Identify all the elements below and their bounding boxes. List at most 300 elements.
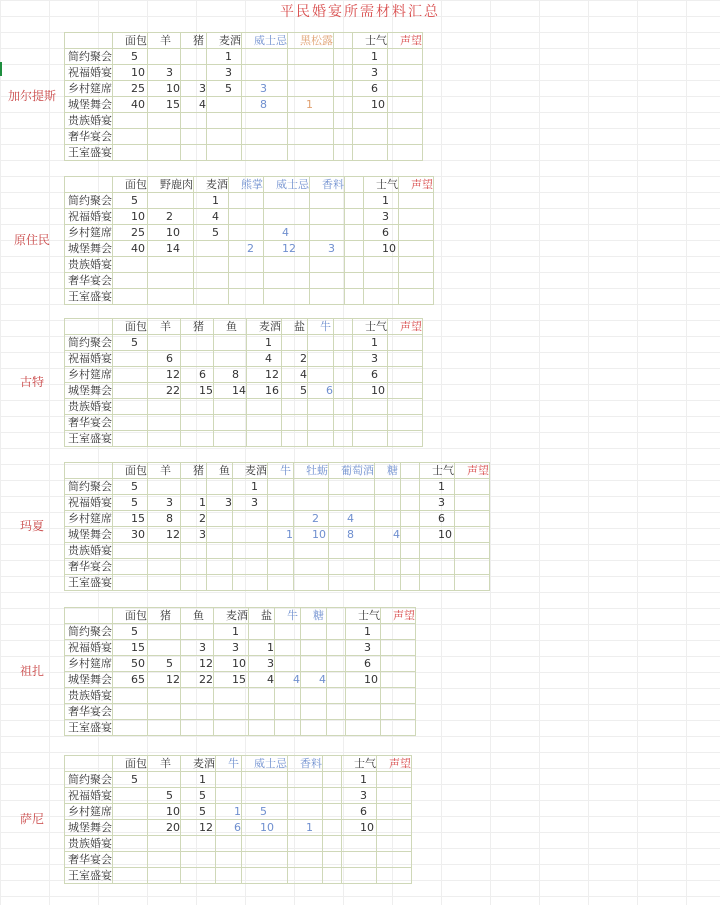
row-label[interactable]: 乡村筵席 xyxy=(65,511,113,527)
data-cell[interactable]: 1 xyxy=(247,335,282,351)
data-cell[interactable] xyxy=(113,543,148,559)
data-cell[interactable] xyxy=(242,113,288,129)
row-label[interactable]: 祝福婚宴 xyxy=(65,65,113,81)
data-cell[interactable] xyxy=(113,415,148,431)
data-cell[interactable] xyxy=(148,836,181,852)
data-cell[interactable]: 8 xyxy=(242,97,288,113)
data-cell[interactable] xyxy=(294,559,329,575)
data-cell[interactable]: 3 xyxy=(181,640,214,656)
data-cell[interactable] xyxy=(334,97,353,113)
data-cell[interactable] xyxy=(207,129,242,145)
data-cell[interactable] xyxy=(181,129,207,145)
data-cell[interactable] xyxy=(275,688,301,704)
data-cell[interactable] xyxy=(388,81,423,97)
data-cell[interactable] xyxy=(113,257,148,273)
data-cell[interactable] xyxy=(181,431,214,447)
data-cell[interactable] xyxy=(207,527,233,543)
row-label[interactable]: 乡村筵席 xyxy=(65,367,113,383)
data-cell[interactable] xyxy=(207,113,242,129)
row-label[interactable]: 王室盛宴 xyxy=(65,575,113,591)
data-cell[interactable]: 6 xyxy=(342,804,377,820)
data-cell[interactable] xyxy=(268,575,294,591)
row-label[interactable]: 简约聚会 xyxy=(65,772,113,788)
data-cell[interactable]: 6 xyxy=(216,820,242,836)
data-cell[interactable]: 4 xyxy=(275,672,301,688)
data-cell[interactable] xyxy=(181,688,214,704)
data-cell[interactable] xyxy=(388,415,423,431)
data-cell[interactable] xyxy=(420,575,455,591)
data-cell[interactable] xyxy=(353,129,388,145)
column-header[interactable]: 麦酒 xyxy=(181,756,216,772)
data-cell[interactable]: 1 xyxy=(364,193,399,209)
data-cell[interactable] xyxy=(345,289,364,305)
data-cell[interactable] xyxy=(388,335,423,351)
data-cell[interactable]: 1 xyxy=(207,49,242,65)
data-cell[interactable] xyxy=(181,335,214,351)
data-cell[interactable] xyxy=(288,804,323,820)
data-cell[interactable]: 10 xyxy=(346,672,381,688)
data-cell[interactable]: 1 xyxy=(288,820,323,836)
data-cell[interactable] xyxy=(233,575,268,591)
data-cell[interactable] xyxy=(388,399,423,415)
data-cell[interactable]: 3 xyxy=(181,81,207,97)
data-cell[interactable] xyxy=(310,257,345,273)
data-cell[interactable] xyxy=(181,704,214,720)
data-cell[interactable] xyxy=(364,273,399,289)
data-cell[interactable] xyxy=(148,704,181,720)
data-cell[interactable] xyxy=(181,575,207,591)
data-cell[interactable] xyxy=(301,640,327,656)
data-cell[interactable] xyxy=(207,575,233,591)
data-cell[interactable] xyxy=(148,145,181,161)
data-cell[interactable] xyxy=(207,97,242,113)
data-cell[interactable] xyxy=(334,367,353,383)
data-cell[interactable] xyxy=(148,257,194,273)
data-cell[interactable]: 10 xyxy=(214,656,249,672)
data-cell[interactable] xyxy=(327,720,346,736)
data-cell[interactable] xyxy=(264,209,310,225)
data-cell[interactable] xyxy=(229,193,264,209)
column-header[interactable]: 面包 xyxy=(113,319,148,335)
row-label[interactable]: 简约聚会 xyxy=(65,624,113,640)
data-cell[interactable]: 10 xyxy=(113,65,148,81)
column-header[interactable]: 麦酒 xyxy=(247,319,282,335)
data-cell[interactable] xyxy=(113,383,148,399)
data-cell[interactable]: 1 xyxy=(420,479,455,495)
data-cell[interactable] xyxy=(181,479,207,495)
data-cell[interactable]: 4 xyxy=(247,351,282,367)
data-cell[interactable]: 4 xyxy=(181,97,207,113)
data-cell[interactable] xyxy=(216,788,242,804)
data-cell[interactable] xyxy=(282,431,308,447)
column-header[interactable]: 麦酒 xyxy=(207,33,242,49)
data-cell[interactable] xyxy=(294,575,329,591)
data-cell[interactable] xyxy=(334,351,353,367)
data-cell[interactable] xyxy=(113,431,148,447)
data-cell[interactable] xyxy=(113,367,148,383)
data-cell[interactable] xyxy=(388,65,423,81)
data-cell[interactable]: 10 xyxy=(342,820,377,836)
data-cell[interactable]: 8 xyxy=(148,511,181,527)
row-label[interactable]: 城堡舞会 xyxy=(65,241,113,257)
column-header[interactable]: 威士忌 xyxy=(242,756,288,772)
data-cell[interactable] xyxy=(247,431,282,447)
data-cell[interactable]: 10 xyxy=(148,81,181,97)
data-cell[interactable] xyxy=(148,399,181,415)
data-cell[interactable]: 10 xyxy=(113,209,148,225)
row-label[interactable]: 乡村筵席 xyxy=(65,804,113,820)
data-cell[interactable] xyxy=(181,852,216,868)
column-header[interactable]: 盐 xyxy=(249,608,275,624)
data-cell[interactable] xyxy=(388,49,423,65)
data-cell[interactable] xyxy=(345,241,364,257)
row-label[interactable]: 奢华宴会 xyxy=(65,559,113,575)
column-header[interactable]: 牛 xyxy=(275,608,301,624)
data-cell[interactable] xyxy=(381,704,416,720)
data-cell[interactable] xyxy=(288,65,334,81)
data-cell[interactable] xyxy=(233,511,268,527)
column-header[interactable]: 盐 xyxy=(282,319,308,335)
data-cell[interactable]: 65 xyxy=(113,672,148,688)
data-cell[interactable] xyxy=(113,575,148,591)
data-cell[interactable] xyxy=(264,273,310,289)
corner-cell[interactable] xyxy=(65,463,113,479)
column-header[interactable]: 猪 xyxy=(181,33,207,49)
data-cell[interactable] xyxy=(181,351,214,367)
data-cell[interactable] xyxy=(249,624,275,640)
data-cell[interactable]: 3 xyxy=(148,65,181,81)
data-cell[interactable] xyxy=(329,479,375,495)
data-cell[interactable]: 3 xyxy=(342,788,377,804)
data-cell[interactable]: 3 xyxy=(346,640,381,656)
data-cell[interactable]: 50 xyxy=(113,656,148,672)
data-cell[interactable] xyxy=(329,495,375,511)
data-cell[interactable] xyxy=(113,820,148,836)
data-cell[interactable]: 5 xyxy=(113,624,148,640)
data-cell[interactable] xyxy=(420,559,455,575)
row-label[interactable]: 乡村筵席 xyxy=(65,656,113,672)
data-cell[interactable] xyxy=(148,49,181,65)
row-label[interactable]: 城堡舞会 xyxy=(65,820,113,836)
row-label[interactable]: 祝福婚宴 xyxy=(65,495,113,511)
data-cell[interactable] xyxy=(181,624,214,640)
data-cell[interactable] xyxy=(148,688,181,704)
data-cell[interactable]: 3 xyxy=(148,495,181,511)
data-cell[interactable] xyxy=(381,624,416,640)
data-cell[interactable] xyxy=(242,129,288,145)
data-cell[interactable] xyxy=(381,672,416,688)
data-cell[interactable] xyxy=(148,129,181,145)
data-cell[interactable]: 5 xyxy=(242,804,288,820)
data-cell[interactable] xyxy=(334,335,353,351)
data-cell[interactable] xyxy=(181,145,207,161)
column-header[interactable] xyxy=(323,756,342,772)
column-header[interactable]: 威士忌 xyxy=(264,177,310,193)
data-cell[interactable] xyxy=(323,836,342,852)
data-cell[interactable] xyxy=(455,495,490,511)
column-header[interactable]: 猪 xyxy=(181,319,214,335)
row-label[interactable]: 简约聚会 xyxy=(65,335,113,351)
column-header[interactable]: 羊 xyxy=(148,319,181,335)
column-header[interactable]: 牛 xyxy=(216,756,242,772)
row-label[interactable]: 王室盛宴 xyxy=(65,431,113,447)
data-cell[interactable] xyxy=(388,367,423,383)
data-cell[interactable] xyxy=(282,399,308,415)
data-cell[interactable] xyxy=(294,479,329,495)
data-cell[interactable] xyxy=(275,624,301,640)
data-cell[interactable]: 40 xyxy=(113,97,148,113)
data-cell[interactable] xyxy=(401,527,420,543)
data-cell[interactable]: 14 xyxy=(214,383,247,399)
data-cell[interactable] xyxy=(345,209,364,225)
data-cell[interactable]: 1 xyxy=(342,772,377,788)
row-label[interactable]: 贵族婚宴 xyxy=(65,399,113,415)
data-cell[interactable] xyxy=(323,820,342,836)
data-cell[interactable] xyxy=(377,868,412,884)
data-cell[interactable] xyxy=(216,772,242,788)
data-cell[interactable] xyxy=(194,273,229,289)
data-cell[interactable] xyxy=(233,559,268,575)
column-header[interactable]: 鱼 xyxy=(207,463,233,479)
data-cell[interactable] xyxy=(308,367,334,383)
data-cell[interactable] xyxy=(323,804,342,820)
data-cell[interactable] xyxy=(264,193,310,209)
data-cell[interactable] xyxy=(327,640,346,656)
data-cell[interactable] xyxy=(247,399,282,415)
column-header[interactable]: 威士忌 xyxy=(242,33,288,49)
data-cell[interactable] xyxy=(308,351,334,367)
data-cell[interactable]: 10 xyxy=(364,241,399,257)
data-cell[interactable]: 15 xyxy=(113,511,148,527)
data-cell[interactable]: 1 xyxy=(181,772,216,788)
data-cell[interactable]: 3 xyxy=(207,65,242,81)
row-label[interactable]: 贵族婚宴 xyxy=(65,543,113,559)
data-cell[interactable] xyxy=(334,383,353,399)
column-header[interactable]: 鱼 xyxy=(181,608,214,624)
data-cell[interactable] xyxy=(148,479,181,495)
data-cell[interactable] xyxy=(420,543,455,559)
row-label[interactable]: 祝福婚宴 xyxy=(65,351,113,367)
data-cell[interactable] xyxy=(327,672,346,688)
data-cell[interactable] xyxy=(353,431,388,447)
data-cell[interactable]: 10 xyxy=(294,527,329,543)
data-cell[interactable]: 2 xyxy=(294,511,329,527)
data-cell[interactable] xyxy=(214,704,249,720)
data-cell[interactable] xyxy=(401,575,420,591)
data-cell[interactable] xyxy=(308,431,334,447)
data-cell[interactable] xyxy=(229,289,264,305)
data-cell[interactable] xyxy=(364,289,399,305)
data-cell[interactable]: 10 xyxy=(148,804,181,820)
data-cell[interactable]: 6 xyxy=(181,367,214,383)
data-cell[interactable] xyxy=(148,852,181,868)
data-cell[interactable] xyxy=(353,113,388,129)
data-cell[interactable]: 1 xyxy=(353,49,388,65)
data-cell[interactable] xyxy=(388,129,423,145)
column-header[interactable]: 香料 xyxy=(310,177,345,193)
data-cell[interactable] xyxy=(327,624,346,640)
row-label[interactable]: 简约聚会 xyxy=(65,193,113,209)
data-cell[interactable]: 5 xyxy=(194,225,229,241)
data-cell[interactable] xyxy=(375,543,401,559)
data-cell[interactable] xyxy=(375,479,401,495)
data-cell[interactable] xyxy=(113,559,148,575)
data-cell[interactable] xyxy=(323,788,342,804)
data-cell[interactable] xyxy=(113,129,148,145)
data-cell[interactable] xyxy=(242,49,288,65)
column-header[interactable]: 士气 xyxy=(346,608,381,624)
column-header[interactable]: 鱼 xyxy=(214,319,247,335)
data-cell[interactable] xyxy=(282,335,308,351)
row-label[interactable]: 简约聚会 xyxy=(65,479,113,495)
data-cell[interactable] xyxy=(113,145,148,161)
data-cell[interactable] xyxy=(181,559,207,575)
data-cell[interactable] xyxy=(301,704,327,720)
data-cell[interactable]: 5 xyxy=(113,193,148,209)
data-cell[interactable] xyxy=(113,273,148,289)
data-cell[interactable]: 1 xyxy=(214,624,249,640)
corner-cell[interactable] xyxy=(65,33,113,49)
data-cell[interactable] xyxy=(181,113,207,129)
data-cell[interactable] xyxy=(399,225,434,241)
column-header[interactable]: 声望 xyxy=(399,177,434,193)
data-cell[interactable] xyxy=(288,81,334,97)
data-cell[interactable] xyxy=(214,335,247,351)
data-cell[interactable] xyxy=(229,209,264,225)
data-cell[interactable] xyxy=(216,852,242,868)
data-cell[interactable] xyxy=(194,289,229,305)
data-cell[interactable] xyxy=(275,640,301,656)
data-cell[interactable]: 4 xyxy=(249,672,275,688)
data-cell[interactable] xyxy=(308,399,334,415)
data-cell[interactable] xyxy=(113,868,148,884)
column-header[interactable]: 黑松露 xyxy=(288,33,334,49)
data-cell[interactable]: 40 xyxy=(113,241,148,257)
data-cell[interactable] xyxy=(342,868,377,884)
data-cell[interactable]: 2 xyxy=(181,511,207,527)
data-cell[interactable] xyxy=(207,479,233,495)
column-header[interactable]: 糖 xyxy=(375,463,401,479)
data-cell[interactable] xyxy=(329,559,375,575)
row-label[interactable]: 王室盛宴 xyxy=(65,145,113,161)
column-header[interactable]: 面包 xyxy=(113,463,148,479)
data-cell[interactable] xyxy=(181,868,216,884)
data-cell[interactable]: 6 xyxy=(346,656,381,672)
data-cell[interactable] xyxy=(334,399,353,415)
data-cell[interactable] xyxy=(148,640,181,656)
data-cell[interactable] xyxy=(381,656,416,672)
data-cell[interactable]: 12 xyxy=(264,241,310,257)
data-cell[interactable]: 4 xyxy=(264,225,310,241)
data-cell[interactable] xyxy=(455,543,490,559)
data-cell[interactable] xyxy=(148,431,181,447)
data-cell[interactable]: 8 xyxy=(214,367,247,383)
column-header[interactable]: 猪 xyxy=(148,608,181,624)
data-cell[interactable] xyxy=(242,772,288,788)
data-cell[interactable]: 30 xyxy=(113,527,148,543)
data-cell[interactable]: 1 xyxy=(216,804,242,820)
data-cell[interactable] xyxy=(242,836,288,852)
row-label[interactable]: 城堡舞会 xyxy=(65,97,113,113)
column-header[interactable]: 羊 xyxy=(148,463,181,479)
data-cell[interactable] xyxy=(207,543,233,559)
data-cell[interactable] xyxy=(399,241,434,257)
data-cell[interactable]: 12 xyxy=(148,527,181,543)
data-cell[interactable] xyxy=(399,193,434,209)
data-cell[interactable] xyxy=(288,852,323,868)
data-cell[interactable] xyxy=(181,65,207,81)
data-cell[interactable]: 10 xyxy=(353,97,388,113)
data-cell[interactable] xyxy=(375,575,401,591)
column-header[interactable]: 声望 xyxy=(455,463,490,479)
data-cell[interactable]: 10 xyxy=(242,820,288,836)
data-cell[interactable] xyxy=(288,788,323,804)
row-label[interactable]: 奢华宴会 xyxy=(65,415,113,431)
data-cell[interactable] xyxy=(455,575,490,591)
data-cell[interactable] xyxy=(113,688,148,704)
data-cell[interactable]: 6 xyxy=(148,351,181,367)
column-header[interactable]: 士气 xyxy=(353,33,388,49)
data-cell[interactable]: 5 xyxy=(181,788,216,804)
data-cell[interactable]: 5 xyxy=(181,804,216,820)
data-cell[interactable]: 3 xyxy=(420,495,455,511)
data-cell[interactable]: 3 xyxy=(364,209,399,225)
data-cell[interactable] xyxy=(264,257,310,273)
data-cell[interactable]: 4 xyxy=(282,367,308,383)
data-cell[interactable] xyxy=(399,257,434,273)
data-cell[interactable]: 3 xyxy=(242,81,288,97)
data-cell[interactable] xyxy=(327,688,346,704)
data-cell[interactable] xyxy=(388,351,423,367)
data-cell[interactable] xyxy=(113,399,148,415)
data-cell[interactable]: 5 xyxy=(282,383,308,399)
data-cell[interactable]: 5 xyxy=(113,772,148,788)
data-cell[interactable]: 10 xyxy=(420,527,455,543)
data-cell[interactable]: 15 xyxy=(113,640,148,656)
data-cell[interactable] xyxy=(334,81,353,97)
data-cell[interactable]: 3 xyxy=(310,241,345,257)
data-cell[interactable]: 5 xyxy=(113,495,148,511)
data-cell[interactable] xyxy=(455,559,490,575)
data-cell[interactable] xyxy=(399,209,434,225)
data-cell[interactable] xyxy=(249,688,275,704)
data-cell[interactable] xyxy=(249,704,275,720)
data-cell[interactable] xyxy=(310,289,345,305)
row-label[interactable]: 奢华宴会 xyxy=(65,852,113,868)
row-label[interactable]: 王室盛宴 xyxy=(65,289,113,305)
data-cell[interactable] xyxy=(148,575,181,591)
data-cell[interactable] xyxy=(345,225,364,241)
data-cell[interactable] xyxy=(181,720,214,736)
data-cell[interactable] xyxy=(310,225,345,241)
data-cell[interactable] xyxy=(353,415,388,431)
row-label[interactable]: 城堡舞会 xyxy=(65,527,113,543)
data-cell[interactable] xyxy=(148,113,181,129)
data-cell[interactable] xyxy=(310,209,345,225)
row-label[interactable]: 城堡舞会 xyxy=(65,383,113,399)
row-label[interactable]: 乡村筵席 xyxy=(65,225,113,241)
data-cell[interactable] xyxy=(334,415,353,431)
data-cell[interactable]: 6 xyxy=(353,81,388,97)
data-cell[interactable] xyxy=(181,415,214,431)
data-cell[interactable]: 3 xyxy=(233,495,268,511)
data-cell[interactable] xyxy=(194,257,229,273)
data-cell[interactable] xyxy=(113,704,148,720)
data-cell[interactable] xyxy=(342,852,377,868)
data-cell[interactable] xyxy=(381,720,416,736)
column-header[interactable]: 羊 xyxy=(148,756,181,772)
data-cell[interactable] xyxy=(148,289,194,305)
